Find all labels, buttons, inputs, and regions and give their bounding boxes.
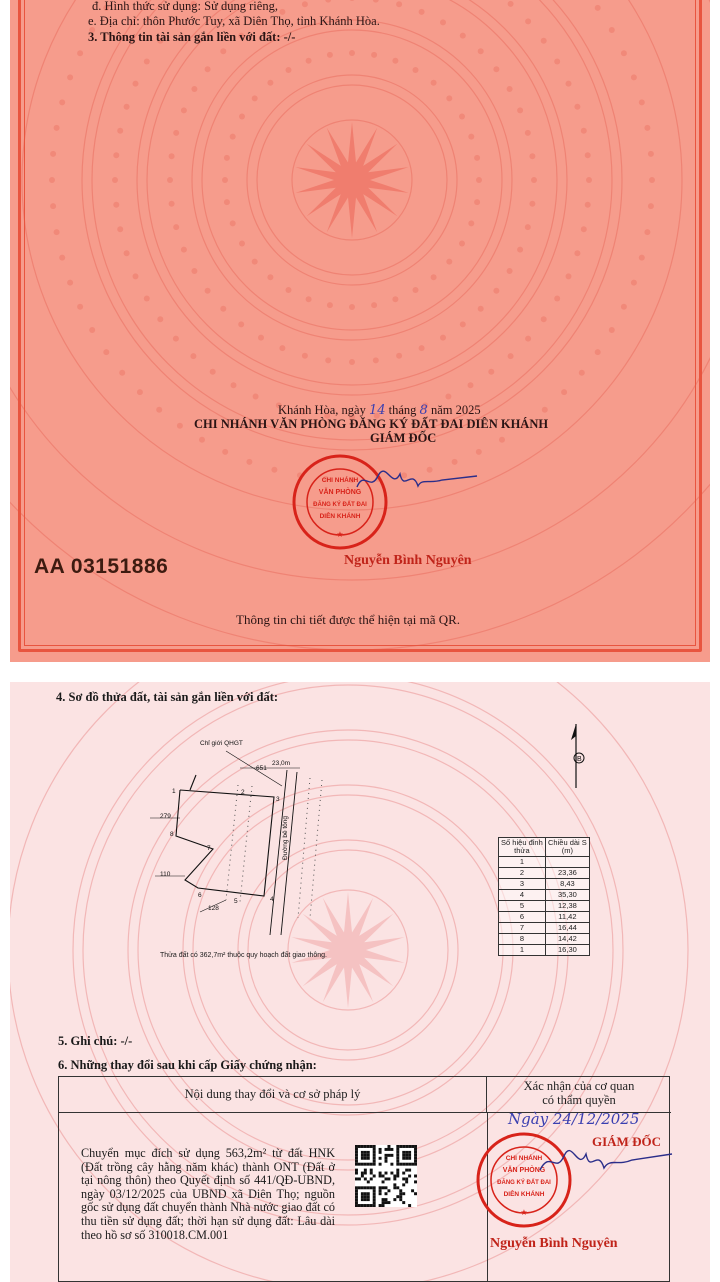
edge-length-table <box>498 837 590 956</box>
vertex-7: 7 <box>207 845 211 852</box>
edge-length-row <box>499 890 590 901</box>
svg-text:ĐĂNG KÝ ĐẤT ĐAI: ĐĂNG KÝ ĐẤT ĐAI <box>313 502 367 508</box>
edge-vertex-cell: 8 <box>499 934 546 945</box>
col-length: Chiều dài S (m) <box>545 838 589 857</box>
edge-length-cell: 11,42 <box>545 912 589 923</box>
parcel-boundary <box>176 790 274 896</box>
svg-text:CHI NHÁNH: CHI NHÁNH <box>321 477 359 484</box>
qr-note: Thông tin chi tiết được thể hiện tại mã QR. <box>236 612 461 627</box>
edge-vertex-cell: 1 <box>499 945 546 956</box>
edge-length-cell: 14,42 <box>545 934 589 945</box>
authority-head-line-2: có thẩm quyền <box>542 1093 616 1107</box>
edge-length-rows <box>499 857 590 956</box>
map-leader-1 <box>190 775 196 790</box>
changes-col-authority <box>487 1077 671 1113</box>
map-leader-qhgt <box>226 751 282 786</box>
edge-vertex-cell: 2 <box>499 868 546 879</box>
edge-vertex-cell: 6 <box>499 912 546 923</box>
signer-name-2: Nguyễn Bình Nguyên <box>490 1236 618 1251</box>
confirm-title: GIÁM ĐỐC <box>592 1134 661 1149</box>
svg-text:CHI NHÁNH: CHI NHÁNH <box>505 1155 543 1162</box>
edge-length-row <box>499 857 590 868</box>
edge-length-row <box>499 912 590 923</box>
section-4-title: 4. Sơ đồ thửa đất, tài sản gắn liền với đất: <box>56 690 279 704</box>
date-day-handwritten: 14 <box>368 403 386 418</box>
section-5-note: 5. Ghi chú: -/- <box>58 1034 133 1048</box>
signature-1 <box>352 462 482 502</box>
date-prefix: Khánh Hòa, ngày <box>278 403 366 417</box>
north-arrow-icon <box>566 720 590 790</box>
edge-length-cell <box>545 857 589 868</box>
svg-text:DIÊN KHÁNH: DIÊN KHÁNH <box>319 513 361 520</box>
edge-length-row <box>499 879 590 890</box>
edge-vertex-cell: 5 <box>499 901 546 912</box>
svg-text:VĂN PHÒNG: VĂN PHÒNG <box>318 489 362 496</box>
edge-length-row <box>499 868 590 879</box>
vertex-1: 1 <box>172 788 176 795</box>
map-label-279: 279 <box>160 813 171 820</box>
edge-length-cell: 8,43 <box>545 879 589 890</box>
vertex-5: 5 <box>234 898 238 905</box>
vertex-2: 2 <box>241 789 245 796</box>
edge-vertex-cell: 7 <box>499 923 546 934</box>
map-label-road: Đường bê tông <box>282 815 289 860</box>
qr-code <box>355 1145 417 1207</box>
map-label-651: 651 <box>256 765 267 772</box>
edge-length-row <box>499 923 590 934</box>
edge-length-row <box>499 945 590 956</box>
confirm-date-handwritten: Ngày 24/12/2025 <box>508 1110 640 1128</box>
vertex-3: 3 <box>276 796 280 803</box>
director-title: GIÁM ĐỐC <box>370 431 437 445</box>
issue-date <box>278 403 481 418</box>
svg-text:DIÊN KHÁNH: DIÊN KHÁNH <box>503 1191 545 1198</box>
edge-length-row <box>499 901 590 912</box>
usage-form-line: đ. Hình thức sử dụng: Sử dụng riêng, <box>92 0 278 13</box>
address-line: e. Địa chỉ: thôn Phước Tuy, xã Diên Thọ, tỉnh Khánh Hòa. <box>88 14 380 28</box>
edge-length-cell: 12,38 <box>545 901 589 912</box>
col-vertex: Số hiệu đỉnh thửa <box>499 838 546 857</box>
changes-col-content: Nội dung thay đổi và cơ sở pháp lý <box>59 1077 487 1113</box>
dotted-boundary-4 <box>310 780 322 918</box>
edge-length-cell: 35,30 <box>545 890 589 901</box>
map-label-width: 23,0m <box>272 760 291 767</box>
signer-name: Nguyễn Bình Nguyên <box>344 553 472 568</box>
office-name: CHI NHÁNH VĂN PHÒNG ĐĂNG KÝ ĐẤT ĐAI DIÊN KHÁNH <box>194 417 549 431</box>
svg-text:★: ★ <box>336 530 344 539</box>
asset-info-line: 3. Thông tin tài sản gắn liền với đất: -/- <box>88 30 296 44</box>
edge-vertex-cell: 4 <box>499 890 546 901</box>
vertex-8: 8 <box>170 831 174 838</box>
svg-text:B: B <box>577 756 582 763</box>
date-month-handwritten: 8 <box>419 403 428 418</box>
edge-vertex-cell: 3 <box>499 879 546 890</box>
vertex-4: 4 <box>270 896 274 903</box>
date-year: năm 2025 <box>430 403 481 417</box>
svg-text:★: ★ <box>520 1208 528 1217</box>
edge-length-cell: 23,36 <box>545 868 589 879</box>
section-6-title: 6. Những thay đổi sau khi cấp Giấy chứng nhận: <box>58 1058 317 1072</box>
svg-text:ĐĂNG KÝ ĐẤT ĐAI: ĐĂNG KÝ ĐẤT ĐAI <box>497 1180 551 1186</box>
change-description: Chuyển mục đích sử dụng 563,2m² từ đất HNK (Đất trồng cây hằng năm khác) thành ONT (Đất ở tại nông thôn) theo Quyết định số 441/QĐ-UBND, ngày 03/12/2025 của UBND xã Diên Thọ; nguồn gốc sử dụng đất chuyển thành Nhà nước giao đất có thu tiền sử dụng đất; thời hạn sử dụng đất: Lâu dài theo hồ sơ số 310018.CM.001 <box>81 1146 335 1242</box>
certificate-serial: AA 03151886 <box>34 555 169 578</box>
edge-length-cell: 16,44 <box>545 923 589 934</box>
parcel-map <box>150 732 370 964</box>
map-label-110: 110 <box>160 871 171 878</box>
map-note: Thửa đất có 362,7m² thuộc quy hoạch đất giao thông. <box>160 952 327 959</box>
edge-length-row <box>499 934 590 945</box>
dotted-boundary-1 <box>226 785 238 900</box>
dotted-boundary-2 <box>240 786 252 902</box>
map-label-chi-gioi: Chỉ giới QHGT <box>200 740 243 747</box>
edge-length-cell: 16,30 <box>545 945 589 956</box>
page-gap <box>0 662 720 682</box>
authority-head-line-1: Xác nhận của cơ quan <box>523 1079 635 1093</box>
edge-vertex-cell: 1 <box>499 857 546 868</box>
svg-text:VĂN PHÒNG: VĂN PHÒNG <box>502 1167 546 1174</box>
map-label-128: 128 <box>208 905 219 912</box>
vertex-6: 6 <box>198 892 202 899</box>
date-month-label: tháng <box>388 403 417 417</box>
dotted-boundary-3 <box>298 778 310 918</box>
signature-2 <box>536 1140 676 1190</box>
